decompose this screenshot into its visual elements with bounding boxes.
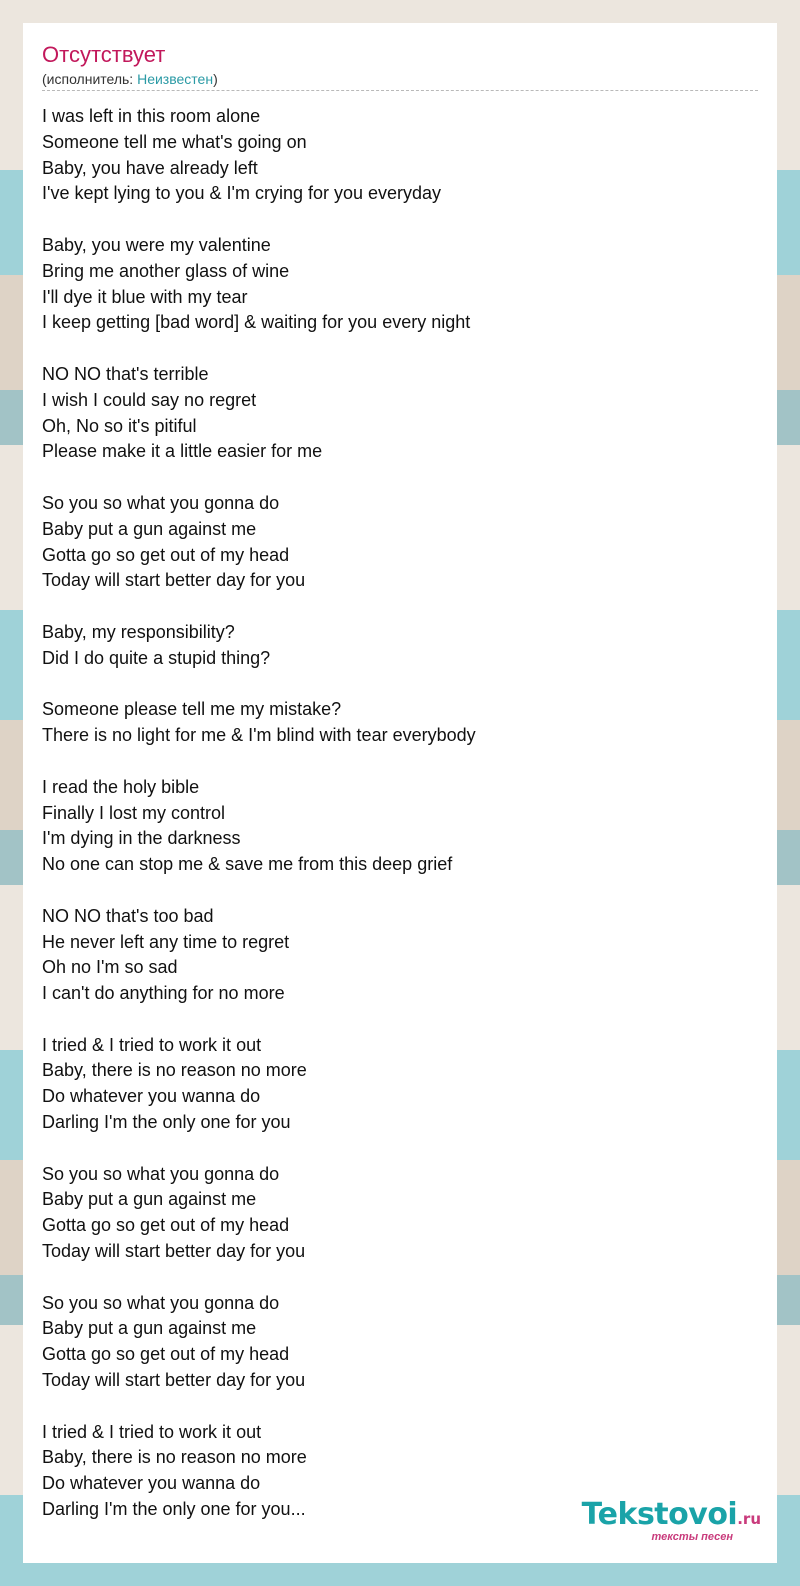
lyric-line: Oh no I'm so sad [42,957,178,978]
lyric-line: Finally I lost my control [42,802,226,823]
lyrics-stanza [42,1291,758,1394]
lyric-line: Do whatever you wanna do [42,1086,261,1107]
lyric-line: Gotta go so get out of my head [42,1344,290,1365]
lyric-line: Do whatever you wanna do [42,1473,261,1494]
lyrics-stanza [42,697,758,749]
lyrics-stanza [42,233,758,336]
lyric-line: I keep getting [bad word] & waiting for you every night [42,312,471,333]
lyric-line: Darling I'm the only one for you [42,1112,291,1133]
artist-suffix: ) [213,71,218,87]
lyrics-stanza [42,362,758,465]
lyrics-stanza [42,775,758,878]
lyric-line: Baby, you were my valentine [42,234,271,255]
lyric-line: I read the holy bible [42,776,200,797]
lyric-line: So you so what you gonna do [42,1163,280,1184]
lyric-line: Today will start better day for you [42,570,306,591]
lyric-line: NO NO that's terrible [42,363,209,384]
lyric-line: Please make it a little easier for me [42,441,323,462]
lyrics-stanza [42,904,758,1007]
lyric-line: I've kept lying to you & I'm crying for you everyday [42,183,442,204]
lyric-line: Someone tell me what's going on [42,131,307,152]
logo-tagline: тексты песен [651,1531,733,1543]
site-logo[interactable] [582,1499,761,1543]
lyric-line: I can't do anything for no more [42,983,285,1004]
lyric-line: He never left any time to regret [42,931,290,952]
lyric-line: Someone please tell me my mistake? [42,699,342,720]
lyric-line: Baby put a gun against me [42,518,257,539]
lyric-line: Oh, No so it's pitiful [42,415,197,436]
lyrics-stanza [42,104,758,207]
artist-link[interactable]: Неизвестен [137,71,214,87]
lyric-line: Baby, there is no reason no more [42,1447,307,1468]
lyrics-stanza [42,1162,758,1265]
lyric-line: Bring me another glass of wine [42,260,290,281]
lyric-line: I'll dye it blue with my tear [42,286,248,307]
lyric-line: I'm dying in the darkness [42,828,241,849]
lyrics-card [23,23,777,1563]
lyric-line: So you so what you gonna do [42,1292,280,1313]
lyric-line: Did I do quite a stupid thing? [42,647,271,668]
lyrics-body [42,104,758,1523]
lyric-line: NO NO that's too bad [42,905,214,926]
lyric-line: Baby, there is no reason no more [42,1060,307,1081]
lyric-line: No one can stop me & save me from this deep grief [42,854,453,875]
lyric-line: Today will start better day for you [42,1370,306,1391]
lyric-line: Baby, you have already left [42,157,258,178]
lyric-line: Gotta go so get out of my head [42,1215,290,1236]
lyric-line: Gotta go so get out of my head [42,544,290,565]
title-divider [42,90,758,91]
lyric-line: There is no light for me & I'm blind with tear everybody [42,725,476,746]
lyrics-stanza [42,491,758,594]
lyric-line: I tried & I tried to work it out [42,1034,262,1055]
artist-line [42,70,758,88]
lyric-line: Darling I'm the only one for you... [42,1499,306,1520]
artist-prefix: (исполнитель: [42,71,138,87]
lyric-line: So you so what you gonna do [42,492,280,513]
lyric-line: Baby, my responsibility? [42,621,235,642]
lyric-line: I wish I could say no regret [42,389,257,410]
lyric-line: I was left in this room alone [42,106,261,126]
lyric-line: Baby put a gun against me [42,1189,257,1210]
logo-name: Tekstovoi [581,1497,738,1532]
lyrics-stanza [42,620,758,672]
lyrics-stanza [42,1033,758,1136]
logo-tld: .ru [737,1510,761,1528]
lyric-line: Baby put a gun against me [42,1318,257,1339]
lyric-line: I tried & I tried to work it out [42,1421,262,1442]
song-title: Отсутствует [42,42,166,67]
lyric-line: Today will start better day for you [42,1241,306,1262]
